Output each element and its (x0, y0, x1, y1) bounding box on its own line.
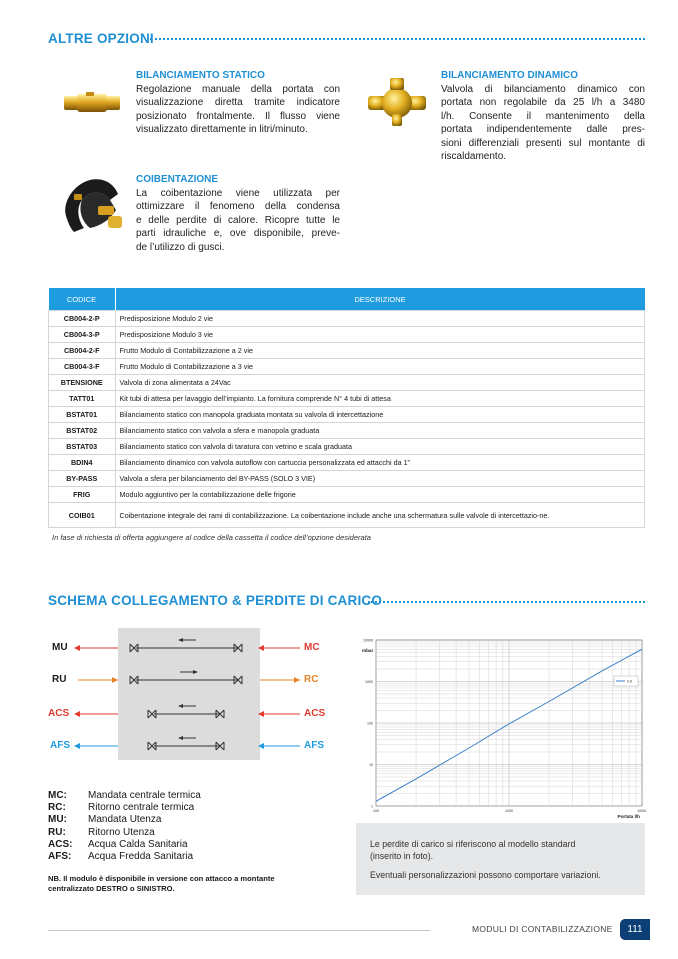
label-mc: MC (304, 642, 320, 653)
chart-note-line: Le perdite di carico si riferiscono al modello standard (370, 839, 576, 849)
table-row (49, 455, 645, 471)
footer-rule (48, 930, 430, 931)
table-row (49, 503, 645, 528)
insulation-title: COIBENTAZIONE (136, 174, 219, 185)
table-note: In fase di richiesta di offerta aggiungere al codice della cassetta il codice dell’opzione desiderata (52, 533, 371, 542)
table-row (49, 407, 645, 423)
row-code: TATT01 (49, 391, 116, 407)
table-row (49, 391, 645, 407)
row-description: Coibentazione integrale dei rami di contabilizzazione. La coibentazione include anche una schermatura sulle valvole di intercettazio-ne. (115, 503, 645, 528)
label-rc: RC (304, 674, 319, 685)
label-afs-right: AFS (304, 740, 324, 751)
row-code: BSTAT03 (49, 439, 116, 455)
pressure-loss-chart (356, 628, 646, 820)
table-header-row (49, 288, 645, 311)
legend-label: 0,5 (627, 679, 632, 684)
y-tick-label: 10000 (363, 638, 373, 643)
row-code: CB004-2-F (49, 343, 116, 359)
section-divider (150, 38, 645, 40)
x-tick-label: 1000 (505, 809, 513, 813)
row-code: BSTAT01 (49, 407, 116, 423)
row-code: BTENSIONE (49, 375, 116, 391)
row-code: CB004-2-P (49, 311, 116, 327)
header-description: DESCRIZIONE (115, 288, 645, 311)
legend-item: MU: Mandata Utenza (48, 814, 162, 826)
page-number: 111 (620, 919, 650, 940)
row-description: Predisposizione Modulo 3 vie (115, 327, 645, 343)
row-description: Bilanciamento dinamico con valvola autoflow con cartuccia personalizzata ed attacchi da 1” (115, 455, 645, 471)
row-description: Valvola a sfera per bilanciamento del BY-PASS (SOLO 3 VIE) (115, 471, 645, 487)
label-mu: MU (52, 642, 68, 653)
row-code: COIB01 (49, 503, 116, 528)
y-tick-label: 1000 (365, 680, 373, 684)
label-acs-left: ACS (48, 708, 70, 719)
row-description: Frutto Modulo di Contabilizzazione a 3 vie (115, 359, 645, 375)
insulation-text: La coibentazione viene utilizzata per ottimizzare il fenomeno della condensa e delle perdite di calore. Ricopre tutte le parti idrauliche e, ove disponibile, preve- de l’utilizzo di gusci. (136, 188, 340, 253)
section-divider (368, 601, 645, 603)
row-description: Valvola di zona alimentata a 24Vac (115, 375, 645, 391)
footer-section-name: MODULI DI CONTABILIZZAZIONE (472, 924, 613, 934)
connection-diagram-svg (48, 626, 338, 762)
insulation-shell-image (60, 176, 128, 234)
y-tick-label: 100 (367, 721, 373, 726)
chart-note-line: Eventuali personalizzazioni possono comportare variazioni. (370, 870, 601, 880)
row-code: BDIN4 (49, 455, 116, 471)
chart-note-box (356, 823, 645, 895)
legend-item: RU: Ritorno Utenza (48, 826, 155, 838)
row-code: BSTAT02 (49, 423, 116, 439)
connection-diagram (48, 626, 338, 762)
header-code: CODICE (49, 288, 116, 311)
row-code: CB004-3-P (49, 327, 116, 343)
row-description: Kit tubi di attesa per lavaggio dell’impianto. La fornitura comprende N° 4 tubi di attesa (115, 391, 645, 407)
table-row (49, 375, 645, 391)
dynamic-balancing-text: Valvola di bilanciamento dinamico con portata non regolabile da 25 l/h a 3480 l/h. Consente il mantenimento della portata indipendentemente dalle pres- sioni differenziali presenti sul montante di riscaldamento. (441, 84, 645, 163)
chart-note-line: (inserito in foto). (370, 851, 434, 861)
options-section-title: ALTRE OPZIONI (48, 31, 154, 46)
row-code: FRIG (49, 487, 116, 503)
row-description: Frutto Modulo di Contabilizzazione a 2 vie (115, 343, 645, 359)
x-tick-label: 10000 (637, 809, 646, 813)
x-tick-label: 100 (373, 809, 379, 813)
legend-item: MC: Mandata centrale termica (48, 790, 201, 801)
table-row (49, 439, 645, 455)
table-row (49, 327, 645, 343)
row-description: Bilanciamento statico con manopola graduata montata su valvola di intercettazione (115, 407, 645, 423)
static-balancing-title: BILANCIAMENTO STATICO (136, 70, 265, 81)
schema-legend (48, 790, 308, 863)
legend-item: RC: Ritorno centrale termica (48, 802, 195, 814)
static-balancing-text: Regolazione manuale della portata con visualizzazione diretta tramite indicatore posizionato frontalmente. Il flusso viene visualizzato direttamente in litri/minuto. (136, 84, 340, 136)
label-ru: RU (52, 674, 67, 685)
row-description: Predisposizione Modulo 2 vie (115, 311, 645, 327)
pressure-loss-chart-svg (356, 628, 646, 820)
y-axis-label: mbar (362, 648, 374, 653)
dynamic-balancing-valve-image (366, 76, 428, 128)
options-codes-table (48, 288, 645, 528)
nb-note: NB. Il modulo è disponibile in versione con attacco a montante centralizzato DESTRO o SINISTRO. (48, 874, 275, 893)
schema-section-title: SCHEMA COLLEGAMENTO & PERDITE DI CARICO (48, 593, 383, 608)
row-description: Modulo aggiuntivo per la contabilizzazione delle frigorie (115, 487, 645, 503)
y-tick-label: 1 (371, 804, 373, 809)
label-acs-right: ACS (304, 708, 326, 719)
table-row (49, 471, 645, 487)
table-row (49, 487, 645, 503)
row-description: Bilanciamento statico con valvola a sfera e manopola graduata (115, 423, 645, 439)
table-row (49, 311, 645, 327)
row-description: Bilanciamento statico con valvola di taratura con vetrino e scala graduata (115, 439, 645, 455)
legend-item: ACS: Acqua Calda Sanitaria (48, 838, 188, 850)
legend-item: AFS: Acqua Fredda Sanitaria (48, 851, 194, 863)
x-axis-label: Portata l/h (617, 814, 640, 819)
table-row (49, 423, 645, 439)
table-row (49, 343, 645, 359)
row-code: BY-PASS (49, 471, 116, 487)
row-code: CB004-3-F (49, 359, 116, 375)
y-tick-label: 10 (369, 763, 373, 767)
label-afs-left: AFS (50, 740, 70, 751)
static-balancing-valve-image (62, 90, 122, 116)
table-row (49, 359, 645, 375)
dynamic-balancing-title: BILANCIAMENTO DINAMICO (441, 70, 579, 81)
